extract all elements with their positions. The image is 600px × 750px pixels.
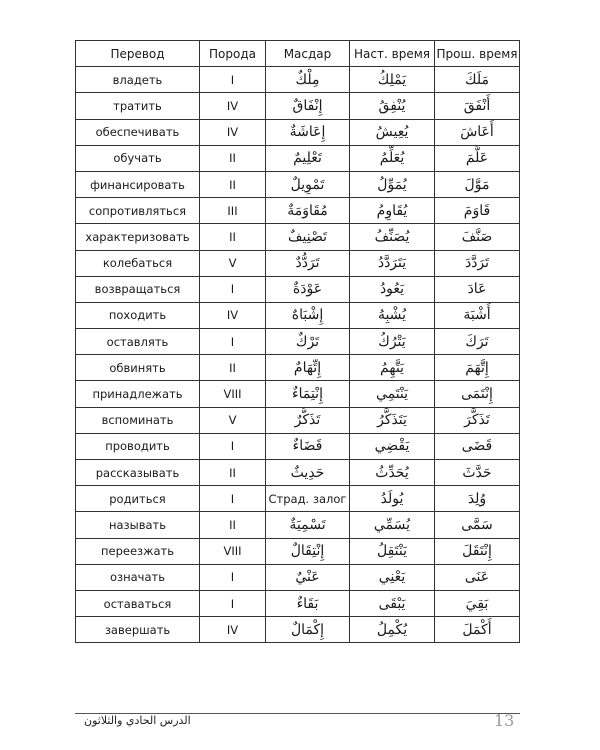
cell-present: يَنْتَقِلُ [350,538,435,564]
cell-translation: называть [76,512,200,538]
cell-past: حَدَّثَ [435,460,520,486]
cell-masdar: إِنْتِمَاءٌ [266,381,350,407]
cell-present: يَبْقَى [350,590,435,616]
cell-past: عَلَّمَ [435,145,520,171]
cell-masdar: تَمْوِيلٌ [266,171,350,197]
cell-past: تَرَكَ [435,329,520,355]
cell-form: V [200,407,266,433]
cell-translation: обучать [76,145,200,171]
table-row [76,198,520,224]
cell-present: يَتْرُكُ [350,329,435,355]
cell-past: تَرَدَّدَ [435,250,520,276]
cell-masdar: عَوْدَةٌ [266,276,350,302]
table-row [76,538,520,564]
cell-form: IV [200,119,266,145]
cell-present: يُحَدِّثُ [350,460,435,486]
cell-past: صَنَّفَ [435,224,520,250]
table-row [76,381,520,407]
table-row [76,276,520,302]
cell-translation: походить [76,302,200,328]
cell-masdar: إِنْتِقَالٌ [266,538,350,564]
cell-masdar: إِنْفَاقٌ [266,93,350,119]
cell-present: يَتَذَكَّرُ [350,407,435,433]
cell-past: قَاوَمَ [435,198,520,224]
cell-present: يُمَوِّلُ [350,171,435,197]
cell-translation: колебаться [76,250,200,276]
lesson-title: الدرس الحادي والثلاثون [84,714,191,727]
cell-present: يُعَلِّمُ [350,145,435,171]
table-row [76,329,520,355]
cell-masdar: مِلْكٌ [266,67,350,93]
page-number: 13 [494,711,515,730]
cell-past: قَضَى [435,433,520,459]
table-body [76,67,520,643]
table-row [76,407,520,433]
table-row [76,564,520,590]
cell-past: أَعَاشَ [435,119,520,145]
cell-present: يُسَمِّي [350,512,435,538]
cell-form: I [200,590,266,616]
cell-translation: означать [76,564,200,590]
table-row [76,224,520,250]
cell-translation: проводить [76,433,200,459]
cell-present: يَعُودُ [350,276,435,302]
cell-masdar: تَرَدُّدٌ [266,250,350,276]
cell-masdar: عَنْيٌ [266,564,350,590]
cell-form: I [200,67,266,93]
cell-translation: вспоминать [76,407,200,433]
cell-masdar: Страд. залог [266,486,350,512]
cell-form: IV [200,617,266,643]
cell-form: V [200,250,266,276]
cell-present: يَعْنِي [350,564,435,590]
cell-present: يُشْبِهُ [350,302,435,328]
cell-form: II [200,224,266,250]
cell-form: IV [200,93,266,119]
cell-translation: владеть [76,67,200,93]
verb-table [75,40,520,643]
cell-form: II [200,145,266,171]
cell-present: يَتَرَدَّدُ [350,250,435,276]
cell-masdar: مُقَاوَمَةٌ [266,198,350,224]
cell-translation: сопротивляться [76,198,200,224]
cell-translation: оставлять [76,329,200,355]
table-row [76,486,520,512]
table-row [76,433,520,459]
cell-masdar: إِتِّهَامٌ [266,355,350,381]
table-row [76,590,520,616]
cell-past: أَنْفَقَ [435,93,520,119]
cell-present: يُعِيشُ [350,119,435,145]
cell-past: تَذَكَّرَ [435,407,520,433]
table-row [76,171,520,197]
cell-past: سَمَّى [435,512,520,538]
cell-masdar: إِكْمَالٌ [266,617,350,643]
cell-form: II [200,171,266,197]
header-present: Наст. время [350,41,435,67]
cell-translation: обеспечивать [76,119,200,145]
cell-present: يُقَاوِمُ [350,198,435,224]
cell-translation: переезжать [76,538,200,564]
cell-form: I [200,564,266,590]
header-translation: Перевод [76,41,200,67]
cell-translation: завершать [76,617,200,643]
header-masdar: Масдар [266,41,350,67]
cell-past: وُلِدَ [435,486,520,512]
cell-translation: рассказывать [76,460,200,486]
table-row [76,512,520,538]
table-row [76,93,520,119]
cell-translation: принадлежать [76,381,200,407]
table-row [76,355,520,381]
cell-translation: обвинять [76,355,200,381]
cell-masdar: تَسْمِيَةٌ [266,512,350,538]
cell-form: VIII [200,538,266,564]
cell-past: أَشْبَهَ [435,302,520,328]
cell-past: بَقِيَ [435,590,520,616]
cell-form: II [200,512,266,538]
cell-masdar: تَصْنِيفٌ [266,224,350,250]
cell-translation: финансировать [76,171,200,197]
cell-present: يَنْتَمِي [350,381,435,407]
cell-translation: родиться [76,486,200,512]
cell-translation: характеризовать [76,224,200,250]
cell-masdar: تَذَكُّرٌ [266,407,350,433]
cell-past: مَوَّلَ [435,171,520,197]
cell-masdar: قَضَاءٌ [266,433,350,459]
table-header-row [76,41,520,67]
cell-masdar: إِشْبَاهٌ [266,302,350,328]
cell-present: يَقْضِي [350,433,435,459]
cell-form: I [200,276,266,302]
cell-masdar: حَدِيثٌ [266,460,350,486]
cell-form: II [200,460,266,486]
cell-past: إِنْتَمَى [435,381,520,407]
cell-masdar: تَرْكٌ [266,329,350,355]
table-row [76,617,520,643]
cell-translation: возвращаться [76,276,200,302]
cell-present: يُولَدُ [350,486,435,512]
cell-form: I [200,486,266,512]
cell-masdar: بَقَاءٌ [266,590,350,616]
cell-past: أَكْمَلَ [435,617,520,643]
cell-past: عَنَى [435,564,520,590]
cell-masdar: تَعْلِيمٌ [266,145,350,171]
cell-form: I [200,329,266,355]
cell-form: III [200,198,266,224]
cell-past: عَادَ [435,276,520,302]
cell-present: يَتَّهِمُ [350,355,435,381]
cell-masdar: إِعَاشَةٌ [266,119,350,145]
table-row [76,460,520,486]
table-row [76,67,520,93]
cell-present: يُصَنِّفُ [350,224,435,250]
cell-translation: оставаться [76,590,200,616]
table-row [76,145,520,171]
cell-form: VIII [200,381,266,407]
cell-translation: тратить [76,93,200,119]
cell-present: يُنْفِقُ [350,93,435,119]
cell-form: II [200,355,266,381]
cell-past: مَلَكَ [435,67,520,93]
table-row [76,250,520,276]
table-row [76,119,520,145]
cell-form: IV [200,302,266,328]
cell-past: إِتَّهَمَ [435,355,520,381]
table-row [76,302,520,328]
cell-present: يَمْلِكُ [350,67,435,93]
cell-past: إِنْتَقَلَ [435,538,520,564]
cell-form: I [200,433,266,459]
header-form: Порода [200,41,266,67]
header-past: Прош. время [435,41,520,67]
cell-present: يُكْمِلُ [350,617,435,643]
